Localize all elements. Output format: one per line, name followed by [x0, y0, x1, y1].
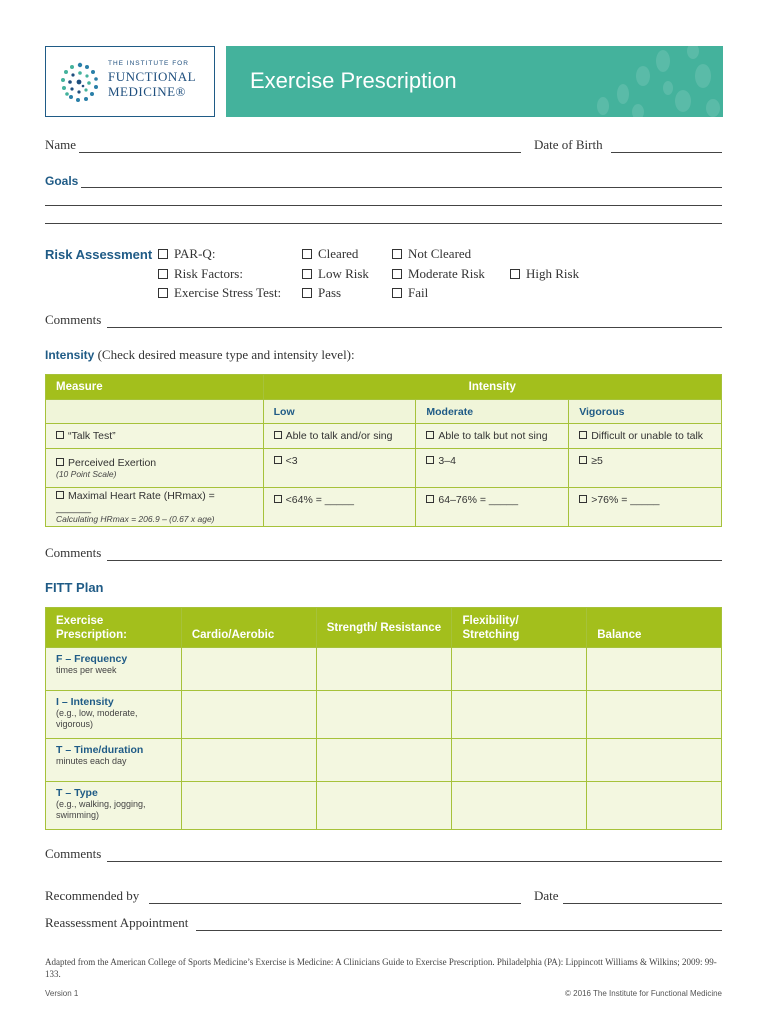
table-row [46, 488, 722, 527]
type-flexibility-cell[interactable] [452, 782, 587, 830]
option-label: ≥5 [591, 455, 603, 467]
checkbox-icon [510, 269, 520, 279]
table-row [46, 449, 722, 488]
moderate-risk-checkbox[interactable] [392, 266, 485, 282]
intensity-balance-cell[interactable] [587, 691, 722, 739]
goals-line-3[interactable] [45, 223, 722, 224]
table-row [46, 782, 722, 830]
dob-label: Date of Birth [534, 137, 603, 152]
comments-label: Comments [45, 312, 102, 327]
talk-moderate-option[interactable] [416, 424, 569, 449]
comments-row-1 [45, 312, 722, 330]
logo-small-text: THE INSTITUTE FOR [108, 60, 189, 67]
fitt-heading: FITT Plan [45, 580, 104, 595]
pass-checkbox[interactable] [302, 285, 341, 301]
checkbox-icon [426, 431, 434, 439]
checkbox-icon [426, 456, 434, 464]
intensity-label-cell [46, 691, 182, 739]
goals-label: Goals [45, 174, 79, 188]
date-label: Date [534, 888, 559, 903]
exertion-moderate-option[interactable] [416, 449, 569, 488]
comments-field-2[interactable] [107, 560, 722, 561]
intensity-note: (Check desired measure type and intensity level): [97, 347, 355, 362]
cardio-header: Cardio/Aerobic [181, 608, 316, 648]
intensity-label: Intensity [45, 348, 95, 362]
row-label: T – Type [56, 787, 98, 799]
time-cardio-cell[interactable] [181, 739, 316, 782]
logo-text [108, 61, 196, 98]
comments-row-2 [45, 545, 722, 563]
recommended-by-field[interactable] [149, 903, 521, 904]
fitt-table [45, 607, 722, 830]
time-flexibility-cell[interactable] [452, 739, 587, 782]
checkbox-icon [274, 456, 282, 464]
talk-test-option[interactable] [46, 424, 264, 449]
low-risk-label: Low Risk [318, 266, 369, 281]
blank-subhead [46, 400, 264, 424]
reassessment-label: Reassessment Appointment [45, 915, 189, 930]
comments-field-3[interactable] [107, 861, 722, 862]
logo-line2: MEDICINE® [108, 83, 186, 99]
dob-field[interactable] [611, 152, 722, 153]
strength-header: Strength/ Resistance [316, 608, 452, 648]
checkbox-icon [274, 495, 282, 503]
goals-row [45, 172, 722, 190]
citation-note: Adapted from the American College of Sports Medicine’s Exercise is Medicine: A Clinicians Guide to Exercise Prescription. Philadelphia (PA): Lippincott Williams & Wilkins; 2009: 99-133. [45, 957, 717, 979]
row-label: T – Time/duration [56, 744, 144, 756]
balance-header: Balance [587, 608, 722, 648]
table-row [46, 424, 722, 449]
checkbox-icon [392, 269, 402, 279]
type-label-cell [46, 782, 182, 830]
intensity-header: Intensity [263, 375, 721, 400]
date-field[interactable] [563, 903, 722, 904]
row-sublabel: minutes each day [56, 756, 127, 766]
checkbox-icon [302, 288, 312, 298]
checkbox-icon [158, 249, 168, 259]
banner-dots-decoration [543, 46, 723, 117]
name-row [45, 137, 722, 155]
measure-header: Measure [46, 375, 264, 400]
talk-vigorous-option[interactable] [569, 424, 722, 449]
stress-test-checkbox[interactable] [158, 285, 281, 301]
exertion-note: (10 Point Scale) [56, 469, 117, 479]
checkbox-icon [579, 456, 587, 464]
option-label: Able to talk but not sing [438, 430, 548, 442]
option-label: 64–76% = _____ [438, 494, 519, 506]
checkbox-icon [392, 288, 402, 298]
checkbox-icon [392, 249, 402, 259]
table-row [46, 648, 722, 691]
name-field[interactable] [79, 152, 521, 153]
checkbox-icon [158, 269, 168, 279]
type-strength-cell[interactable] [316, 782, 452, 830]
stress-test-label: Exercise Stress Test: [174, 285, 282, 300]
option-label: Difficult or unable to talk [591, 430, 704, 442]
frequency-balance-cell[interactable] [587, 648, 722, 691]
reassessment-field[interactable] [196, 930, 722, 931]
option-label: Able to talk and/or sing [285, 430, 393, 442]
table-row [46, 739, 722, 782]
measure-label: Maximal Heart Rate (HRmax) = ______ [56, 490, 215, 514]
fail-label: Fail [408, 285, 429, 300]
parq-checkbox[interactable] [158, 246, 215, 262]
logo-dots-icon [58, 59, 102, 105]
measure-label: Perceived Exertion [68, 457, 157, 469]
hr-vigorous-option[interactable] [569, 488, 722, 527]
talk-low-option[interactable] [263, 424, 416, 449]
recommended-row [45, 888, 722, 906]
cleared-label: Cleared [318, 246, 359, 261]
not-cleared-label: Not Cleared [408, 246, 472, 261]
high-risk-label: High Risk [526, 266, 580, 281]
exercise-prescription-header: Exercise Prescription: [46, 608, 182, 648]
time-strength-cell[interactable] [316, 739, 452, 782]
time-label-cell [46, 739, 182, 782]
recommended-by-label: Recommended by [45, 888, 140, 903]
risk-factors-checkbox[interactable] [158, 266, 243, 282]
name-label: Name [45, 137, 77, 152]
parq-label: PAR-Q: [174, 246, 216, 261]
goals-field[interactable] [81, 187, 722, 188]
logo [45, 46, 215, 117]
frequency-strength-cell[interactable] [316, 648, 452, 691]
low-header: Low [263, 400, 416, 424]
fail-checkbox[interactable] [392, 285, 428, 301]
heart-rate-option[interactable] [46, 488, 264, 527]
title-banner [226, 46, 723, 117]
moderate-header: Moderate [416, 400, 569, 424]
time-balance-cell[interactable] [587, 739, 722, 782]
option-label: <3 [285, 455, 298, 467]
checkbox-icon [302, 269, 312, 279]
frequency-cardio-cell[interactable] [181, 648, 316, 691]
exertion-option[interactable] [46, 449, 264, 488]
option-label: 3–4 [438, 455, 456, 467]
pass-label: Pass [318, 285, 342, 300]
table-row [46, 691, 722, 739]
comments-label: Comments [45, 846, 102, 861]
exertion-vigorous-option[interactable] [569, 449, 722, 488]
reassessment-row [45, 915, 722, 933]
copyright: © 2016 The Institute for Functional Medicine [565, 989, 722, 998]
checkbox-icon [56, 431, 64, 439]
risk-factors-label: Risk Factors: [174, 266, 243, 281]
row-sublabel: times per week [56, 665, 117, 675]
moderate-risk-label: Moderate Risk [408, 266, 485, 281]
row-sublabel: (e.g., walking, jogging, swimming) [56, 799, 146, 820]
intensity-cardio-cell[interactable] [181, 691, 316, 739]
logo-line1: FUNCTIONAL [108, 68, 197, 84]
goals-line-2[interactable] [45, 205, 722, 206]
measure-label: “Talk Test” [68, 430, 116, 442]
version-label: Version 1 [45, 989, 79, 998]
checkbox-icon [302, 249, 312, 259]
vigorous-header: Vigorous [569, 400, 722, 424]
checkbox-icon [579, 431, 587, 439]
checkbox-icon [579, 495, 587, 503]
comments-field-1[interactable] [107, 327, 722, 328]
intensity-flexibility-cell[interactable] [452, 691, 587, 739]
not-cleared-checkbox[interactable] [392, 246, 471, 262]
heart-rate-note: Calculating HRmax = 206.9 – (0.67 x age) [56, 514, 215, 524]
intensity-strength-cell[interactable] [316, 691, 452, 739]
option-label: <64% = _____ [285, 494, 354, 506]
comments-label: Comments [45, 545, 102, 560]
flexibility-header: Flexibility/ Stretching [452, 608, 587, 648]
type-balance-cell[interactable] [587, 782, 722, 830]
frequency-label-cell [46, 648, 182, 691]
row-label: F – Frequency [56, 653, 128, 665]
hr-moderate-option[interactable] [416, 488, 569, 527]
checkbox-icon [158, 288, 168, 298]
cleared-checkbox[interactable] [302, 246, 358, 262]
type-cardio-cell[interactable] [181, 782, 316, 830]
intensity-heading [45, 347, 355, 363]
checkbox-icon [274, 431, 282, 439]
low-risk-checkbox[interactable] [302, 266, 369, 282]
row-label: I – Intensity [56, 696, 114, 708]
intensity-table [45, 374, 722, 527]
comments-row-3 [45, 846, 722, 864]
hr-low-option[interactable] [263, 488, 416, 527]
high-risk-checkbox[interactable] [510, 266, 579, 282]
exertion-low-option[interactable] [263, 449, 416, 488]
row-sublabel: (e.g., low, moderate, vigorous) [56, 708, 138, 729]
option-label: >76% = _____ [591, 494, 660, 506]
frequency-flexibility-cell[interactable] [452, 648, 587, 691]
checkbox-icon [56, 458, 64, 466]
risk-assessment-label: Risk Assessment [45, 247, 153, 262]
checkbox-icon [56, 491, 64, 499]
page-title: Exercise Prescription [250, 68, 457, 93]
checkbox-icon [426, 495, 434, 503]
